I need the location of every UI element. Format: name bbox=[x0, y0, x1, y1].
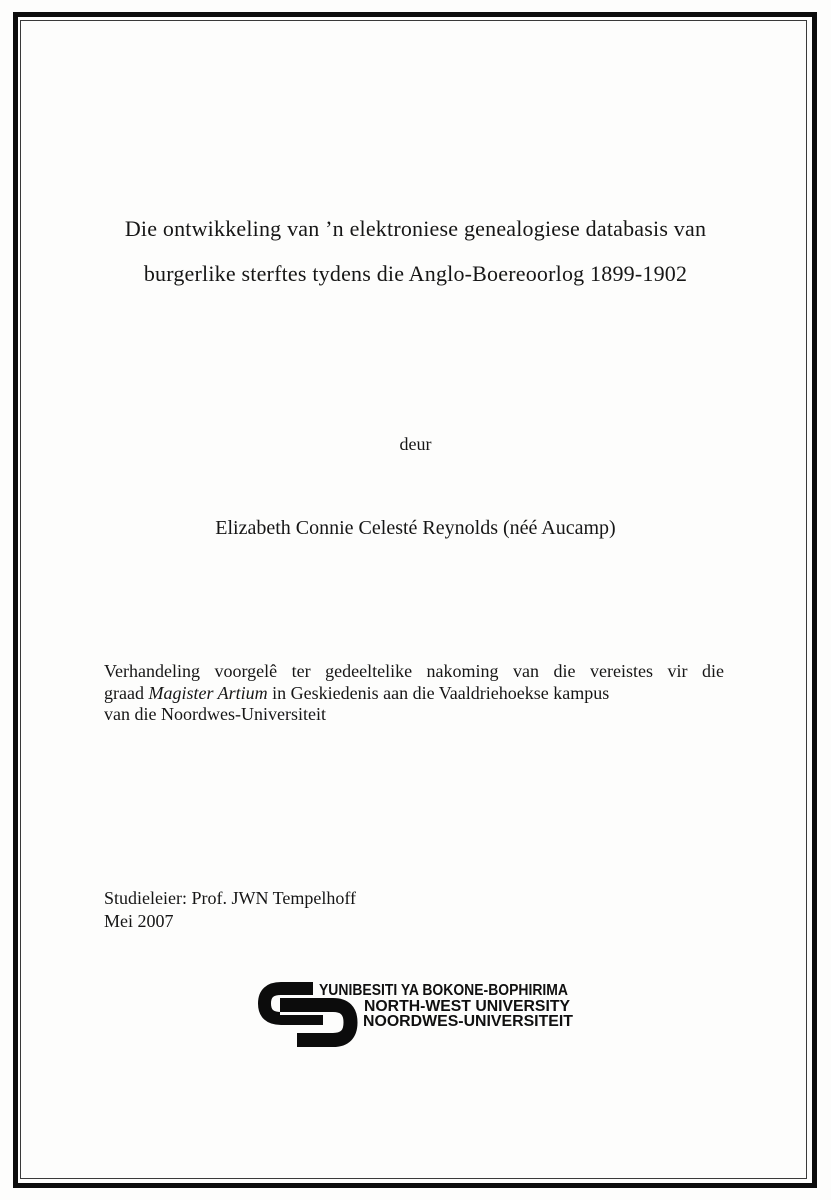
thesis-title-line2: burgerlike sterftes tydens die Anglo-Boereoorlog 1899-1902 bbox=[143, 261, 688, 286]
degree-name: Magister Artium bbox=[148, 682, 268, 703]
submission-line2-pre: graad bbox=[104, 682, 149, 703]
submission-line2-post: in Geskiedenis aan die Vaaldriehoekse kampus bbox=[267, 682, 610, 703]
submission-line3: van die Noordwes-Universiteit bbox=[104, 704, 326, 724]
thesis-title bbox=[0, 206, 831, 296]
logo-text-line3: NOORDWES-UNIVERSITEIT bbox=[363, 1013, 574, 1030]
logo-text-line1: YUNIBESITI YA BOKONE-BOPHIRIMA bbox=[319, 982, 569, 999]
byline: deur bbox=[399, 434, 432, 454]
thesis-title-line1: Die ontwikkeling van ’n elektroniese genealogiese databasis van bbox=[124, 216, 707, 241]
author-name: Elizabeth Connie Celesté Reynolds (néé Aucamp) bbox=[215, 517, 616, 539]
submission-line2 bbox=[104, 683, 724, 705]
date-line: Mei 2007 bbox=[104, 911, 174, 931]
submission-statement bbox=[104, 661, 724, 726]
nwu-logo bbox=[255, 977, 577, 1053]
supervisor-line: Studieleier: Prof. JWN Tempelhoff bbox=[104, 888, 357, 908]
logo-text-line2: NORTH-WEST UNIVERSITY bbox=[364, 998, 571, 1015]
submission-line1: Verhandeling voorgelê ter gedeeltelike nakoming van die vereistes vir die bbox=[104, 661, 724, 681]
supervisor-block bbox=[104, 887, 356, 933]
